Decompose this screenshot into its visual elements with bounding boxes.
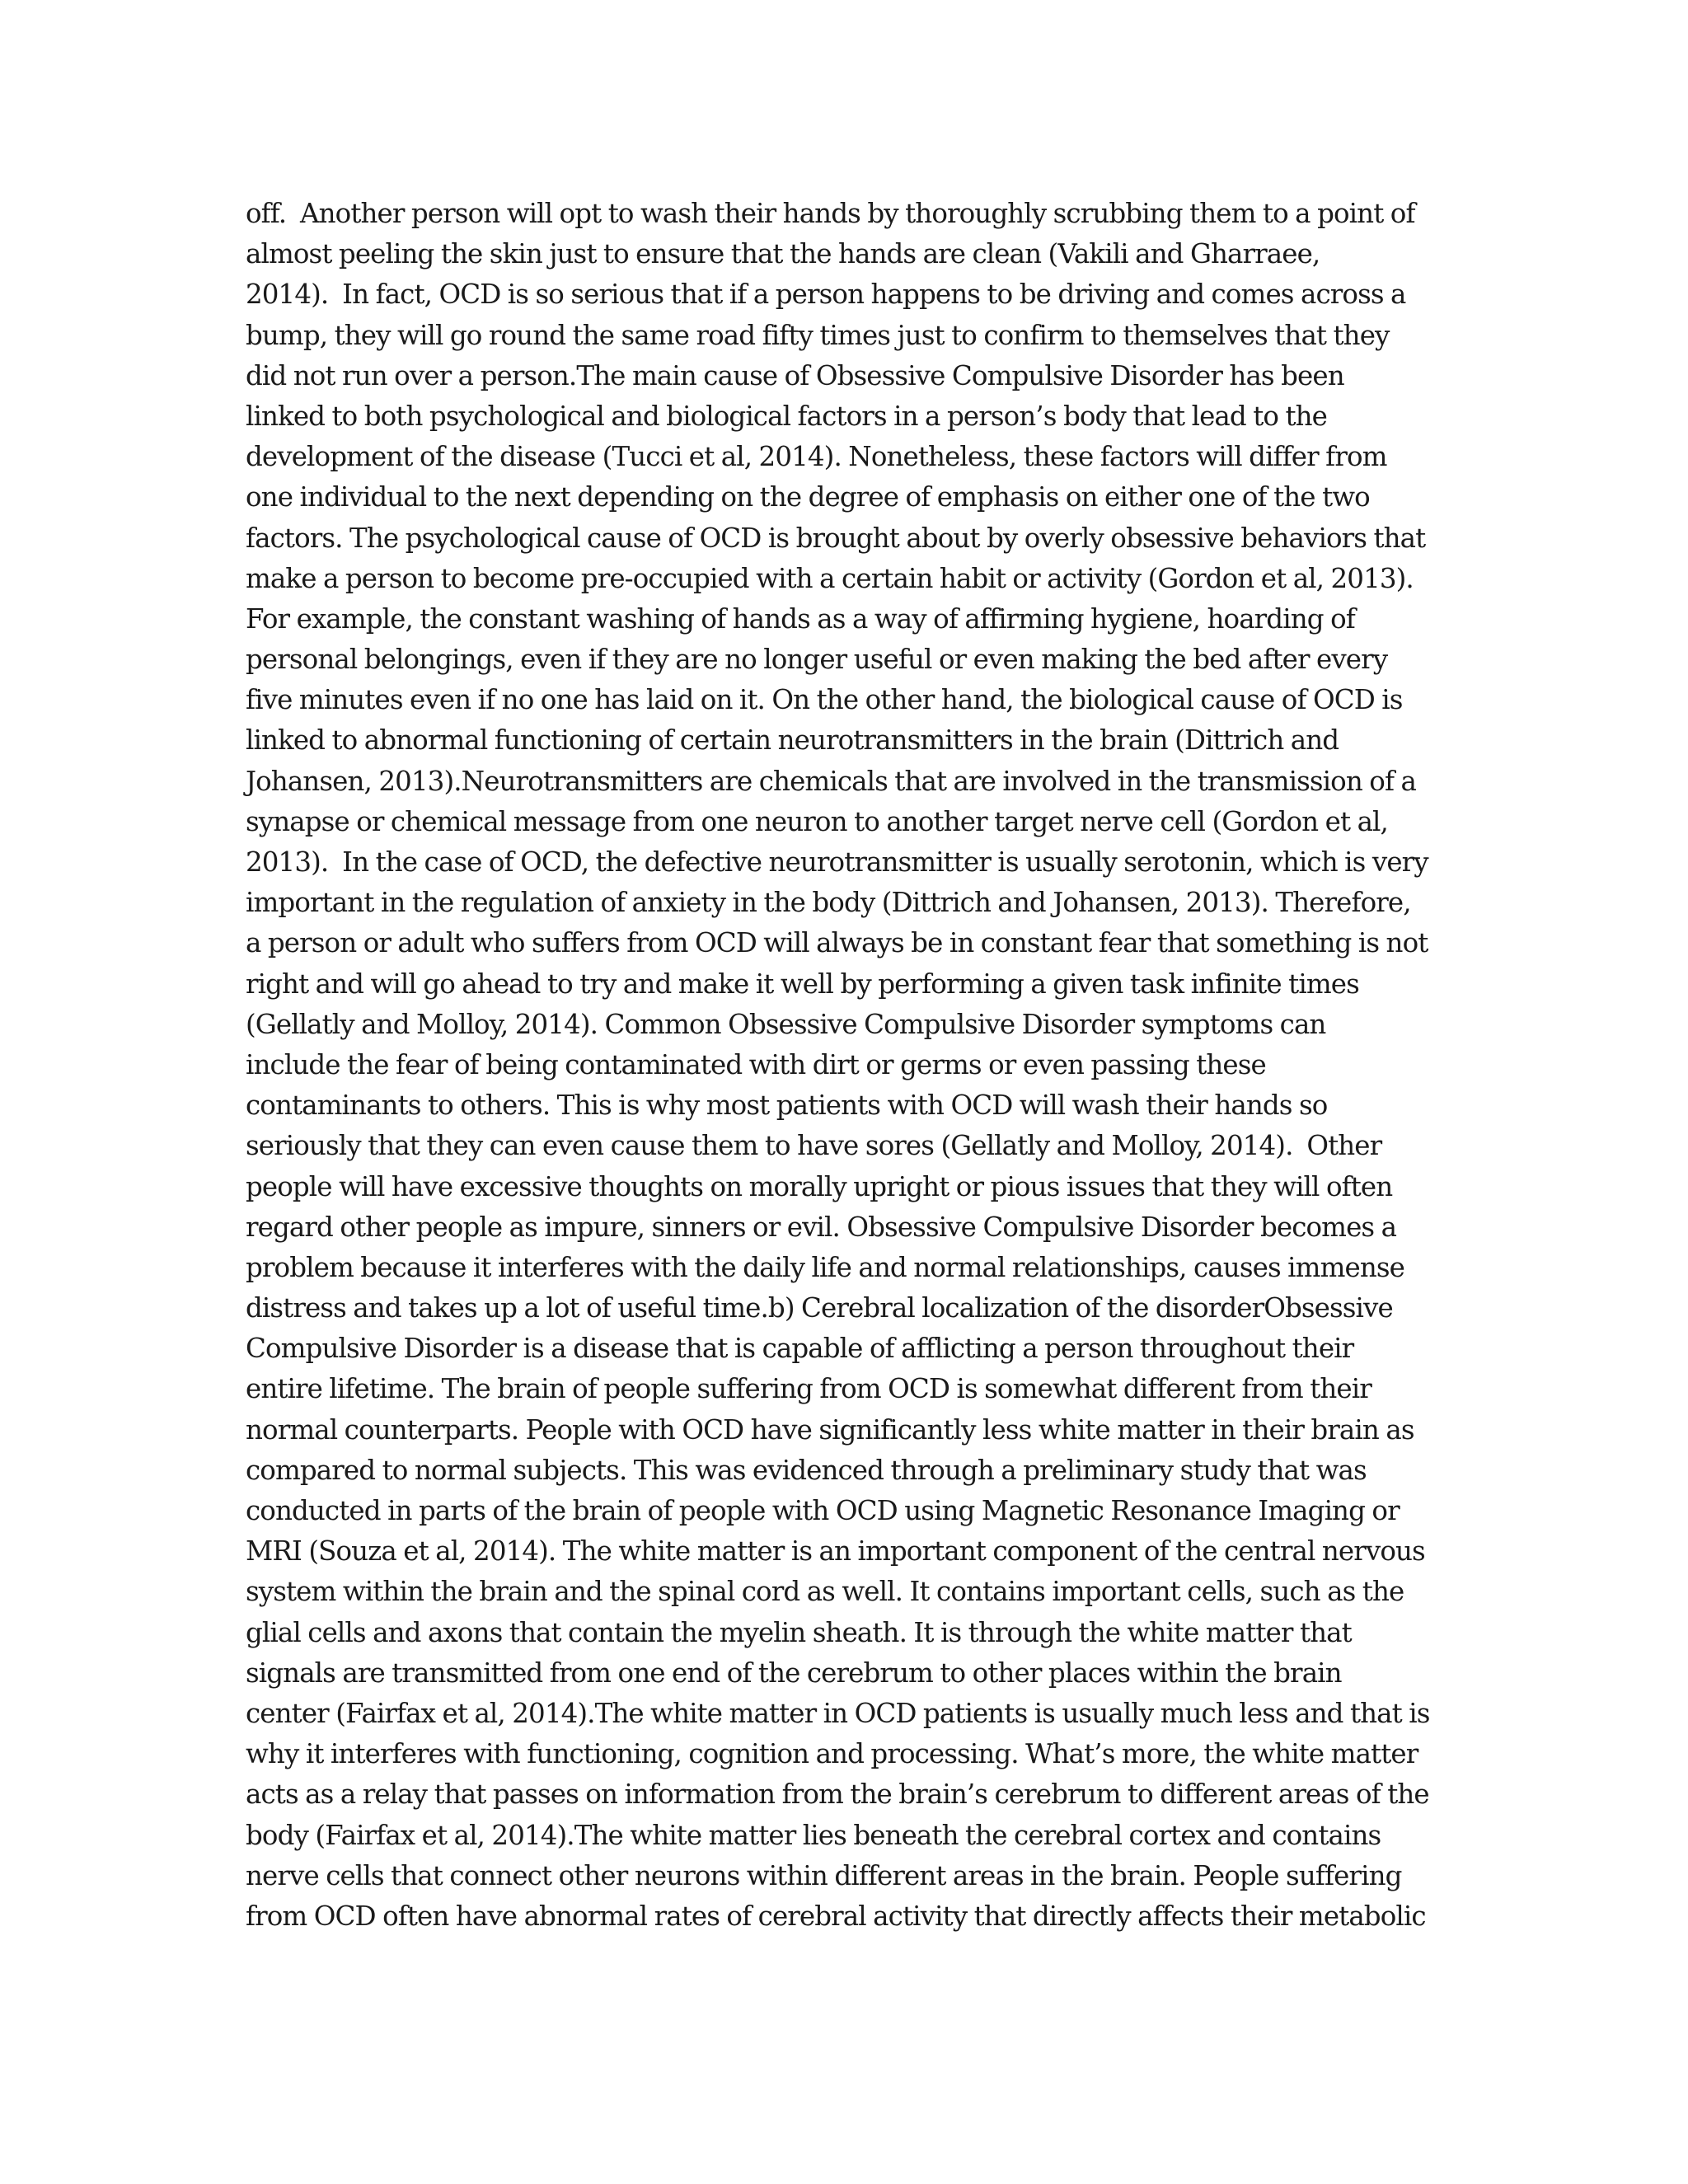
text-line: important in the regulation of anxiety in the body (Dittrich and Johansen, 2013). Therefore,	[246, 887, 1411, 919]
text-line: did not run over a person.The main cause of Obsessive Compulsive Disorder has been	[246, 359, 1344, 391]
text-line: regard other people as impure, sinners or evil. Obsessive Compulsive Disorder becomes a	[246, 1211, 1397, 1243]
text-line: one individual to the next depending on the degree of emphasis on either one of the two	[246, 481, 1370, 513]
text-line: nerve cells that connect other neurons within different areas in the brain. People suffering	[246, 1859, 1402, 1891]
text-line: body (Fairfax et al, 2014).The white matter lies beneath the cerebral cortex and contains	[246, 1819, 1381, 1851]
text-line: five minutes even if no one has laid on it. On the other hand, the biological cause of OCD is	[246, 684, 1403, 716]
text-line: off. Another person will opt to wash their hands by thoroughly scrubbing them to a point of	[246, 198, 1415, 229]
text-line: include the fear of being contaminated with dirt or germs or even passing these	[246, 1048, 1266, 1080]
text-line: MRI (Souza et al, 2014). The white matter is an important component of the central nervous	[246, 1535, 1425, 1568]
text-line: make a person to become pre-occupied with a certain habit or activity (Gordon et al, 2013).	[246, 562, 1414, 594]
text-line: normal counterparts. People with OCD have significantly less white matter in their brain as	[246, 1413, 1414, 1446]
text-line: compared to normal subjects. This was evidenced through a preliminary study that was	[246, 1454, 1367, 1486]
text-line: glial cells and axons that contain the myelin sheath. It is through the white matter that	[246, 1616, 1352, 1648]
text-line: entire lifetime. The brain of people suffering from OCD is somewhat different from their	[246, 1373, 1372, 1405]
text-line: right and will go ahead to try and make it well by performing a given task infinite times	[246, 968, 1359, 1000]
text-line: a person or adult who suffers from OCD will always be in constant fear that something is not	[246, 927, 1428, 959]
text-line: linked to abnormal functioning of certain neurotransmitters in the brain (Dittrich and	[246, 724, 1339, 757]
text-line: factors. The psychological cause of OCD is brought about by overly obsessive behaviors that	[246, 522, 1426, 554]
text-line: distress and takes up a lot of useful time.b) Cerebral localization of the disorderObsessive	[246, 1292, 1393, 1324]
text-line: why it interferes with functioning, cognition and processing. What’s more, the white matter	[246, 1738, 1418, 1770]
text-line: For example, the constant washing of hands as a way of affirming hygiene, hoarding of	[246, 602, 1355, 635]
text-line: 2014). In fact, OCD is so serious that if a person happens to be driving and comes across a	[246, 279, 1406, 311]
text-line: seriously that they can even cause them to have sores (Gellatly and Molloy, 2014). Other	[246, 1130, 1382, 1162]
text-line: Johansen, 2013).Neurotransmitters are chemicals that are involved in the transmission of a	[246, 765, 1416, 797]
text-line: Compulsive Disorder is a disease that is capable of afflicting a person throughout their	[246, 1333, 1354, 1365]
text-line: center (Fairfax et al, 2014).The white matter in OCD patients is usually much less and that is	[246, 1697, 1430, 1729]
text-line: development of the disease (Tucci et al, 2014). Nonetheless, these factors will differ from	[246, 441, 1387, 473]
text-line: from OCD often have abnormal rates of cerebral activity that directly affects their metabolic	[246, 1900, 1426, 1932]
text-line: conducted in parts of the brain of people with OCD using Magnetic Resonance Imaging or	[246, 1495, 1400, 1526]
text-line: problem because it interferes with the daily life and normal relationships, causes immense	[246, 1251, 1404, 1283]
text-line: system within the brain and the spinal cord as well. It contains important cells, such as the	[246, 1576, 1404, 1608]
text-line: contaminants to others. This is why most patients with OCD will wash their hands so	[246, 1090, 1328, 1122]
text-line: linked to both psychological and biological factors in a person’s body that lead to the	[246, 400, 1327, 432]
text-line: 2013). In the case of OCD, the defective neurotransmitter is usually serotonin, which is very	[246, 846, 1428, 878]
text-line: synapse or chemical message from one neuron to another target nerve cell (Gordon et al,	[246, 805, 1388, 837]
text-line: (Gellatly and Molloy, 2014). Common Obsessive Compulsive Disorder symptoms can	[246, 1008, 1326, 1040]
text-line: people will have excessive thoughts on morally upright or pious issues that they will often	[246, 1170, 1393, 1202]
body-text	[246, 194, 1449, 1937]
text-line: signals are transmitted from one end of the cerebrum to other places within the brain	[246, 1657, 1342, 1689]
text-line: personal belongings, even if they are no longer useful or even making the bed after every	[246, 644, 1388, 676]
text-line: almost peeling the skin just to ensure that the hands are clean (Vakili and Gharraee,	[246, 238, 1320, 270]
text-line: acts as a relay that passes on information from the brain’s cerebrum to different areas of the	[246, 1779, 1429, 1811]
text-line: bump, they will go round the same road fifty times just to confirm to themselves that they	[246, 319, 1390, 351]
